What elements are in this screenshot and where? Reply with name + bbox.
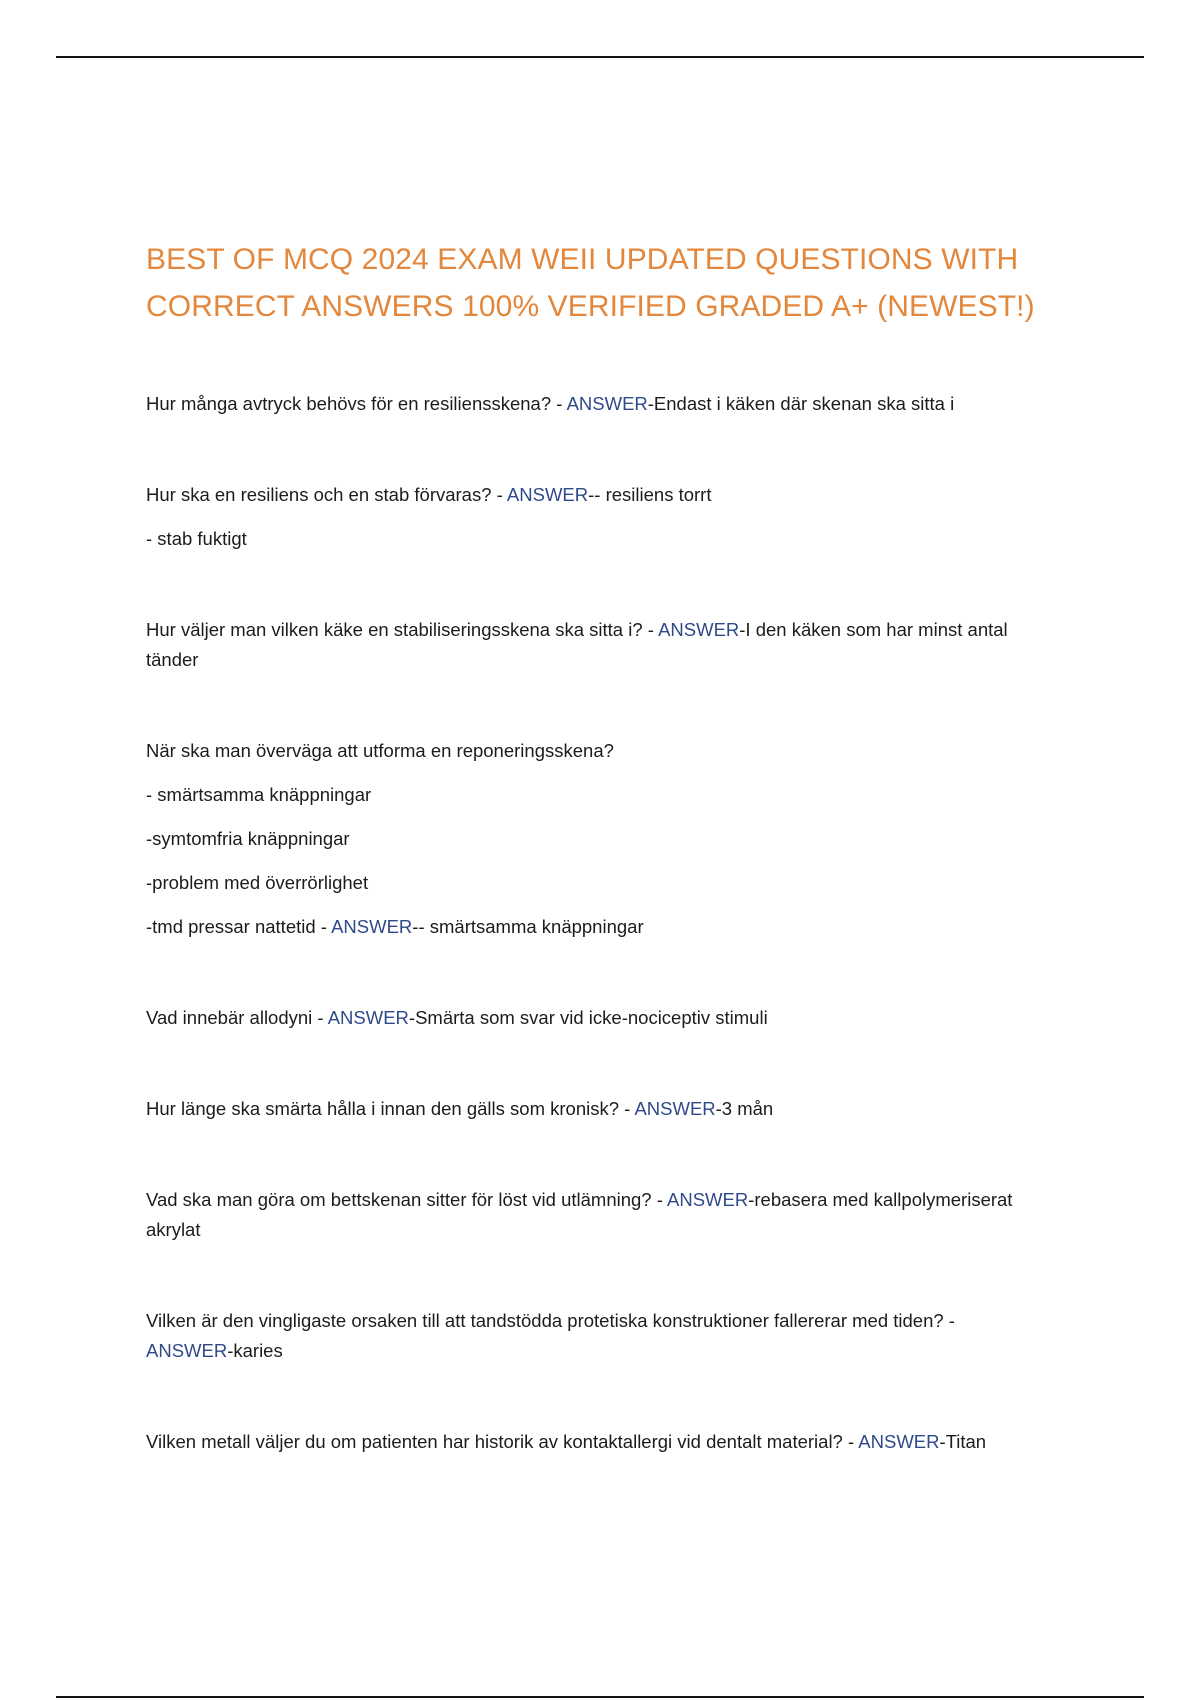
question-text: -tmd pressar nattetid - [146,916,332,937]
qa-line [146,389,1046,419]
answer-label: ANSWER [327,1007,409,1028]
answer-text: -karies [227,1340,283,1361]
qa-line [146,912,1046,942]
answer-text: -- resiliens torrt [588,484,712,505]
option-line: -problem med överrörlighet [146,872,369,893]
answer-text: -I den käken som har minst antal tänder [146,619,1008,670]
qa-line [146,1003,1046,1033]
question-text: Hur ska en resiliens och en stab förvaras? - [146,484,507,505]
answer-label: ANSWER [506,484,589,505]
option-line: - smärtsamma knäppningar [146,784,372,805]
bottom-rule [56,1696,1144,1698]
answer-text: -Endast i käken där skenan ska sitta i [647,393,955,414]
qa-item [146,615,1046,675]
top-rule [56,56,1144,58]
answer-text: -Titan [939,1431,987,1452]
answer-label: ANSWER [634,1098,716,1119]
answer-label: ANSWER [566,393,648,414]
qa-item [146,1306,1046,1366]
qa-line [146,1306,1046,1366]
question-line: När ska man överväga att utforma en reponeringsskena? [146,740,614,761]
qa-line [146,1427,1046,1457]
question-text: Hur många avtryck behövs för en resiliensskena? - [146,393,567,414]
answer-label: ANSWER [146,1340,228,1361]
qa-item [146,1094,1046,1124]
qa-line [146,1094,1046,1124]
qa-item [146,1427,1046,1457]
question-text: Vilken är den vingligaste orsaken till att tandstödda protetiska konstruktioner fallererar med tiden? - [146,1310,955,1331]
answer-label: ANSWER [858,1431,940,1452]
answer-label: ANSWER [667,1189,749,1210]
qa-item [146,736,1046,942]
answer-text: -- smärtsamma knäppningar [412,916,644,937]
qa-line [146,1185,1046,1245]
qa-item [146,1185,1046,1245]
qa-item [146,389,1046,419]
qa-line [146,615,1046,675]
answer-continuation: - stab fuktigt [146,528,247,549]
document-title: BEST OF MCQ 2024 EXAM WEII UPDATED QUESTIONS WITH CORRECT ANSWERS 100% VERIFIED GRADED A+ (NEWEST!) [146,243,1035,323]
qa-line [146,480,1046,510]
answer-label: ANSWER [331,916,413,937]
question-text: Hur väljer man vilken käke en stabiliseringsskena ska sitta i? - [146,619,659,640]
qa-item [146,1003,1046,1033]
answer-text: -3 mån [715,1098,774,1119]
question-text: Vad ska man göra om bettskenan sitter för löst vid utlämning? - [146,1189,667,1210]
qa-item [146,480,1046,554]
answer-text: -Smärta som svar vid icke-nociceptiv stimuli [408,1007,768,1028]
question-text: Vad innebär allodyni - [146,1007,328,1028]
document-body [146,236,1046,1518]
answer-text: -rebasera med kallpolymeriserat akrylat [146,1189,1013,1240]
question-text: Hur länge ska smärta hålla i innan den gälls som kronisk? - [146,1098,635,1119]
question-text: Vilken metall väljer du om patienten har historik av kontaktallergi vid dentalt material? - [146,1431,859,1452]
answer-label: ANSWER [658,619,740,640]
option-line: -symtomfria knäppningar [146,828,350,849]
